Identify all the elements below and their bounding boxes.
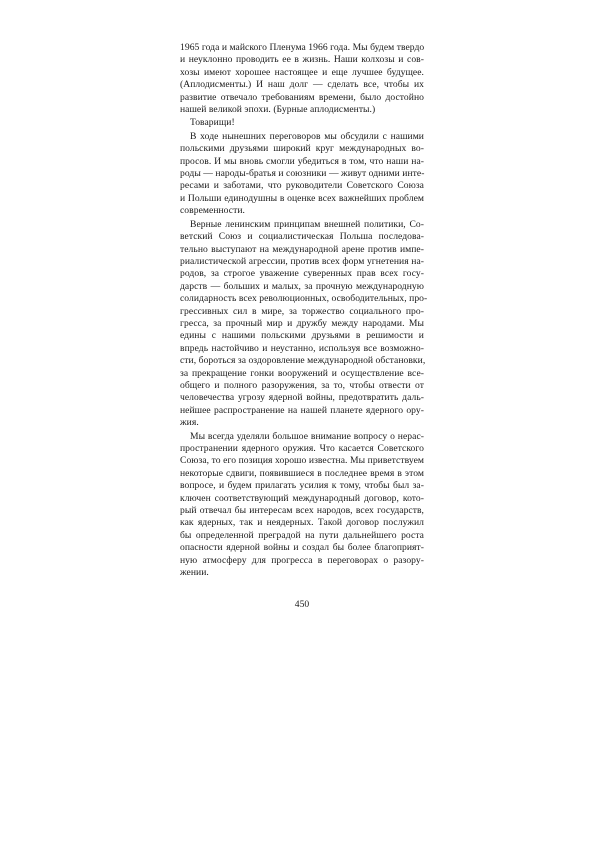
- text-line: Верные ленинским принципам внешней политики, Со-: [190, 218, 424, 230]
- paragraph: [180, 218, 428, 430]
- paragraph: [180, 42, 424, 116]
- text-line: пространении ядерного оружия. Что касается Советского: [180, 443, 424, 454]
- text-line: едины с нашими польскими друзьями в решимости и: [180, 330, 424, 342]
- text-line: хозы имеют хорошее настоящее и еще лучшее будущее.: [180, 66, 424, 78]
- text-line: вопросе, и будем прилагать усилия к тому, чтобы был за-: [180, 480, 424, 492]
- text-line: жия.: [180, 417, 199, 429]
- text-line: как ядерных, так и неядерных. Такой договор послужил: [180, 517, 424, 529]
- paragraph: [180, 131, 424, 218]
- text-line: опасности ядерной войны и создал бы более благоприят-: [180, 542, 424, 554]
- text-line: тельно выступают на международной арене против импе-: [180, 243, 424, 255]
- text-line: нейшее распространение на нашей планете ядерного ору-: [180, 404, 424, 416]
- text-line: ветский Союз и социалистическая Польша последова-: [180, 231, 424, 243]
- text-line: ную атмосферу для прогресса в переговорах о разору-: [180, 554, 424, 566]
- text-line: грессивных сил в мире, за торжество социального про-: [180, 305, 424, 317]
- text-line: впредь настойчиво и неустанно, используя все возможно-: [180, 342, 424, 354]
- text-line: общего и полного разоружения, за то, чтобы отвести от: [180, 379, 424, 391]
- text-line: ключен соответствующий международный договор, кото-: [180, 492, 424, 504]
- paragraph: [180, 117, 424, 129]
- text-line: и Польши единодушны в оценке всех важнейших проблем: [180, 192, 424, 204]
- text-line: В ходе нынешних переговоров мы обсудили с нашими: [190, 130, 424, 142]
- text-line: развитие отвечало требованиям времени, было достойно: [180, 91, 424, 103]
- text-line: 1965 года и майского Пленума 1966 года. Мы будем твердо: [180, 42, 425, 53]
- text-line: гресса, за прочный мир и дружбу между народами. Мы: [180, 317, 424, 329]
- text-line: просов. И мы вновь смогли убедиться в том, что наши на-: [180, 155, 424, 167]
- text-line: солидарность всех революционных, освободительных, про-: [180, 293, 428, 305]
- text-line: за прекращение гонки вооружений и осуществление все-: [180, 367, 424, 379]
- text-line: жении.: [180, 567, 209, 579]
- text-line: роды — народы-братья и союзники — живут одними инте-: [180, 168, 425, 180]
- text-line: бы определенной преградой на пути дальнейшего роста: [180, 529, 424, 541]
- text-line: Мы всегда уделяли большое внимание вопросу о нерас-: [190, 430, 424, 442]
- text-line: человечества угрозу ядерной войны, предотвратить даль-: [180, 392, 424, 404]
- page-text-body: [180, 42, 428, 579]
- text-line: некоторые сдвиги, появившиеся в последнее время в этом: [180, 467, 424, 479]
- text-line: Товарищи!: [190, 117, 235, 129]
- text-line: дарств — больших и малых, за прочную международную: [180, 280, 424, 292]
- paragraph: [180, 431, 424, 580]
- text-line: польскими друзьями широкий круг международных во-: [180, 143, 424, 155]
- text-line: современности.: [180, 205, 245, 217]
- text-line: родов, за строгое уважение суверенных прав всех госу-: [180, 268, 424, 280]
- text-line: и неуклонно проводить ее в жизнь. Наши колхозы и сов-: [180, 54, 424, 66]
- text-line: ресами и заботами, что руководители Советского Союза: [180, 180, 424, 192]
- page-number: 450: [294, 599, 310, 610]
- text-line: сти, бороться за оздоровление международной обстановки,: [180, 355, 426, 367]
- text-line: риалистической агрессии, против всех форм угнетения на-: [180, 255, 424, 267]
- text-line: нашей великой эпохи. (Бурные аплодисменты.): [180, 104, 376, 116]
- text-line: рый отвечал бы интересам всех народов, всех государств,: [180, 505, 424, 517]
- text-line: (Аплодисменты.) И наш долг — сделать все, чтобы их: [180, 79, 424, 91]
- text-line: Союза, то его позиция хорошо известна. Мы приветствуем: [180, 455, 424, 467]
- book-page: [180, 42, 428, 610]
